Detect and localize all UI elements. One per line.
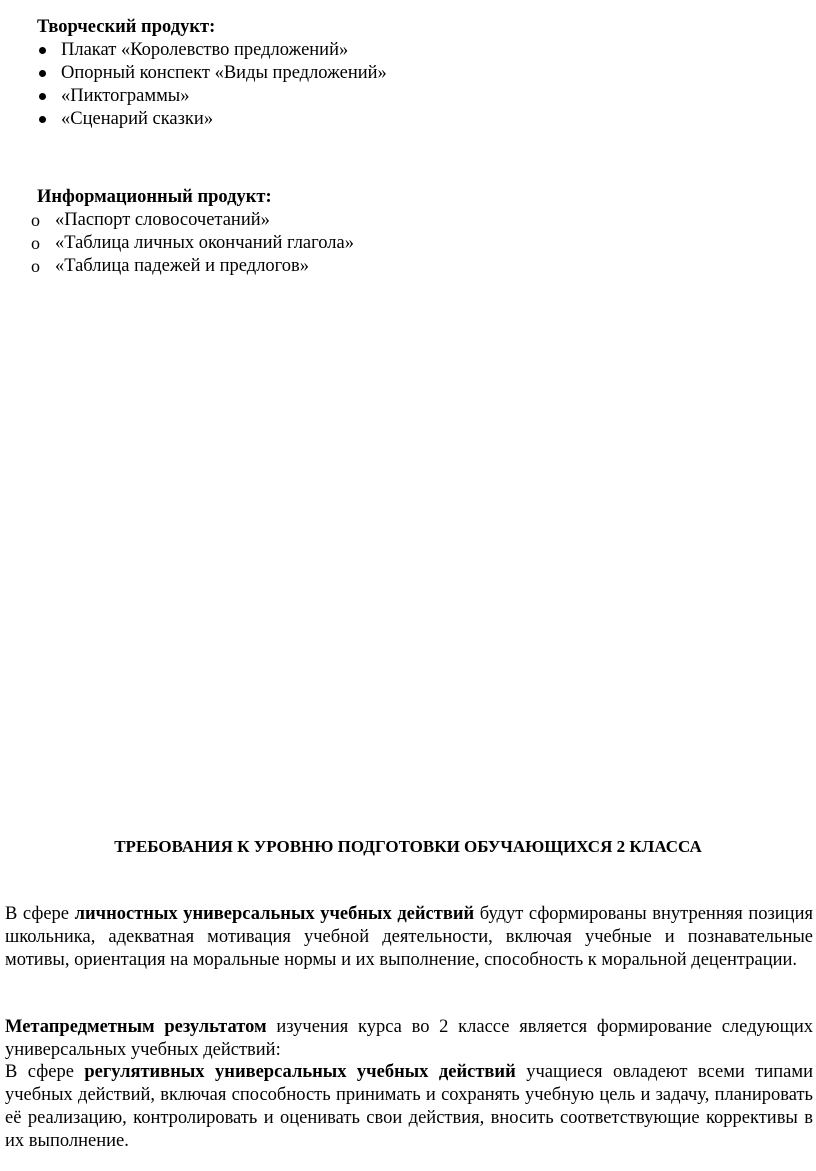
list-item: o «Таблица личных окончаний глагола» xyxy=(31,233,354,253)
bullet-dot-icon xyxy=(39,70,46,77)
list-item: Опорный конспект «Виды предложений» xyxy=(37,62,387,85)
list-item: o «Паспорт словосочетаний» xyxy=(31,210,270,230)
creative-product-list xyxy=(37,39,387,131)
metasubject-paragraph: Метапредметным результатом изучения курса во 2 классе является формирование следующих универсальных учебных действий: xyxy=(5,1017,813,1060)
personal-uud-paragraph: В сфере личностных универсальных учебных действий будут сформированы внутренняя позиция школьника, адекватная мотивация учебной деятельности, включая учебные и познавательные мотивы, ориентация на моральные нормы и их выполнение, способность к моральной децентрации. xyxy=(5,904,813,970)
bullet-dot-icon xyxy=(39,116,46,123)
creative-product-section xyxy=(37,16,387,131)
creative-product-heading: Творческий продукт: xyxy=(37,17,216,37)
requirements-title: ТРЕБОВАНИЯ К УРОВНЮ ПОДГОТОВКИ ОБУЧАЮЩИХСЯ 2 КЛАССА xyxy=(114,837,702,856)
info-product-section xyxy=(37,186,272,209)
info-product-list xyxy=(31,209,354,278)
info-product-heading: Информационный продукт: xyxy=(37,187,272,207)
bullet-dot-icon xyxy=(39,47,46,54)
list-item: «Сценарий сказки» xyxy=(37,108,387,131)
circle-bullet-icon: o xyxy=(31,210,40,230)
emphasis-text: личностных универсальных учебных действий xyxy=(74,904,475,924)
list-item: o «Таблица падежей и предлогов» xyxy=(31,256,310,276)
list-item: «Пиктограммы» xyxy=(37,85,387,108)
circle-bullet-icon: o xyxy=(31,233,40,253)
circle-bullet-icon: o xyxy=(31,256,40,276)
emphasis-text: регулятивных универсальных учебных действий xyxy=(84,1062,516,1082)
emphasis-text: Метапредметным результатом xyxy=(5,1017,267,1037)
list-item: Плакат «Королевство предложений» xyxy=(37,39,387,62)
bullet-dot-icon xyxy=(39,93,46,100)
info-product-list-wrap xyxy=(31,209,354,278)
regulatory-uud-paragraph: В сфере регулятивных универсальных учебных действий учащиеся овладеют всеми типами учебных действий, включая способность принимать и сохранять учебную цель и задачу, планировать её реализацию, контролировать и оценивать свои действия, вносить соответствующие коррективы в их выполнение. xyxy=(5,1062,813,1151)
